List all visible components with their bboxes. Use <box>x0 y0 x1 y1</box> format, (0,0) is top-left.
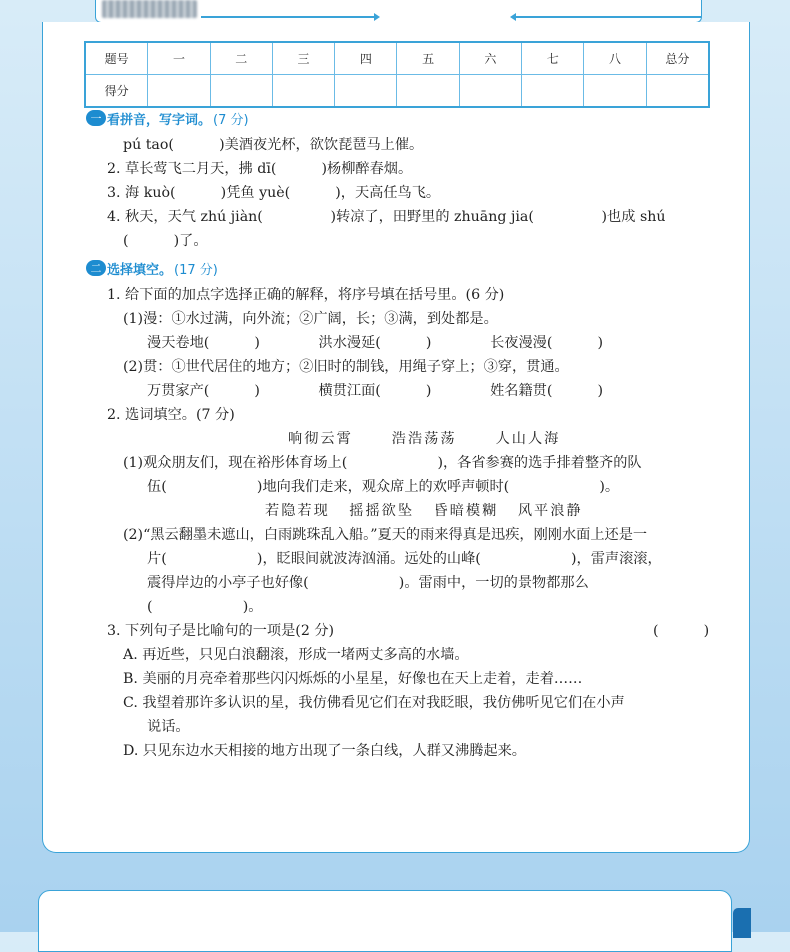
option-d: D. 只见东边水天相接的地方出现了一条白线，人群又沸腾起来。 <box>123 743 526 759</box>
option-c: C. 我望着那许多认识的星，我仿佛看见它们在对我眨眼，我仿佛听见它们在小声 <box>123 695 625 711</box>
question-line: ( )了。 <box>123 233 208 249</box>
page-tab <box>733 908 751 938</box>
question-line: (2)“黑云翻墨未遮山，白雨跳珠乱入船。”夏天的雨来得真是迅疾，刚刚水面上还是一 <box>123 527 648 543</box>
score-input-cell[interactable] <box>272 75 334 108</box>
section-number-badge: 一 <box>86 110 106 126</box>
score-cell: 七 <box>522 42 584 75</box>
question-line: 3. 下列句子是比喻句的一项是(2 分) <box>107 623 335 639</box>
question-line: ( )。 <box>147 599 263 615</box>
word-bank: 若隐若现 摇摇欲坠 昏暗模糊 风平浪静 <box>265 503 583 519</box>
score-cell: 六 <box>459 42 521 75</box>
score-cell: 四 <box>335 42 397 75</box>
question-line: 2. 草长莺飞二月天，拂 dī( )杨柳醉春烟。 <box>107 161 413 177</box>
score-table <box>84 41 710 108</box>
question-line: 4. 秋天，天气 zhú jiàn( )转凉了，田野里的 zhuāng jia( )也成 shú <box>107 209 666 225</box>
score-cell: 题号 <box>85 42 148 75</box>
arrow-right-icon <box>374 13 380 21</box>
section-points: (17 分) <box>174 262 218 278</box>
option-b: B. 美丽的月亮牵着那些闪闪烁烁的小星星，好像也在天上走着，走着…… <box>123 671 583 687</box>
score-value-row <box>85 75 709 108</box>
section-heading-1 <box>86 108 249 128</box>
option-a: A. 再近些，只见白浪翻滚，形成一堵两丈多高的水墙。 <box>123 647 469 663</box>
score-input-cell[interactable] <box>459 75 521 108</box>
question-line: 2. 选词填空。(7 分) <box>107 407 235 423</box>
question-line: (1)漫：①水过满，向外流；②广阔，长；③满，到处都是。 <box>123 311 498 327</box>
score-input-cell[interactable] <box>584 75 646 108</box>
answer-bracket: ( ) <box>653 623 710 639</box>
section-points: (7 分) <box>213 112 249 128</box>
score-cell: 八 <box>584 42 646 75</box>
question-line: 3. 海 kuò( )凭鱼 yuè( )，天高任鸟飞。 <box>107 185 441 201</box>
score-input-cell[interactable] <box>335 75 397 108</box>
question-line: 片( )，眨眼间就波涛汹涌。远处的山峰( )，雷声滚滚， <box>147 551 662 567</box>
score-input-cell[interactable] <box>148 75 210 108</box>
word-bank: 响彻云霄 浩浩荡荡 人山人海 <box>288 431 561 447</box>
arrow-line-left <box>201 16 376 18</box>
section-number-badge: 二 <box>86 260 106 276</box>
section-title: 选择填空。 <box>107 262 173 278</box>
question-line: 1. 给下面的加点字选择正确的解释，将序号填在括号里。(6 分) <box>107 287 505 303</box>
arrow-line-right <box>516 16 701 18</box>
score-cell: 总分 <box>646 42 709 75</box>
score-label-cell: 得分 <box>85 75 148 108</box>
top-header-strip <box>95 0 702 23</box>
score-cell: 三 <box>272 42 334 75</box>
section-heading-2 <box>86 258 218 278</box>
score-input-cell[interactable] <box>522 75 584 108</box>
score-header-row <box>85 42 709 75</box>
score-cell: 五 <box>397 42 459 75</box>
score-cell: 一 <box>148 42 210 75</box>
score-input-cell[interactable] <box>210 75 272 108</box>
score-input-cell[interactable] <box>646 75 709 108</box>
question-line: 万贯家产( ) 横贯江面( ) 姓名籍贯( ) <box>147 383 604 399</box>
question-line: 伍( )地向我们走来，观众席上的欢呼声顿时( )。 <box>147 479 620 495</box>
score-input-cell[interactable] <box>397 75 459 108</box>
question-line: (1)观众朋友们，现在裕彤体育场上( )，各省参赛的选手排着整齐的队 <box>123 455 642 471</box>
score-cell: 二 <box>210 42 272 75</box>
question-line: 震得岸边的小亭子也好像( )。雷雨中，一切的景物都那么 <box>147 575 589 591</box>
question-line: (2)贯：①世代居住的地方；②旧时的制钱，用绳子穿上；③穿，贯通。 <box>123 359 569 375</box>
section-title: 看拼音，写字词。 <box>107 112 212 128</box>
question-line: pú tao( )美酒夜光杯，欲饮琵琶马上催。 <box>123 137 424 153</box>
question-line: 漫天卷地( ) 洪水漫延( ) 长夜漫漫( ) <box>147 335 604 351</box>
blurred-logo <box>102 0 197 18</box>
next-page-panel <box>38 890 732 952</box>
option-c-continued: 说话。 <box>147 719 190 735</box>
